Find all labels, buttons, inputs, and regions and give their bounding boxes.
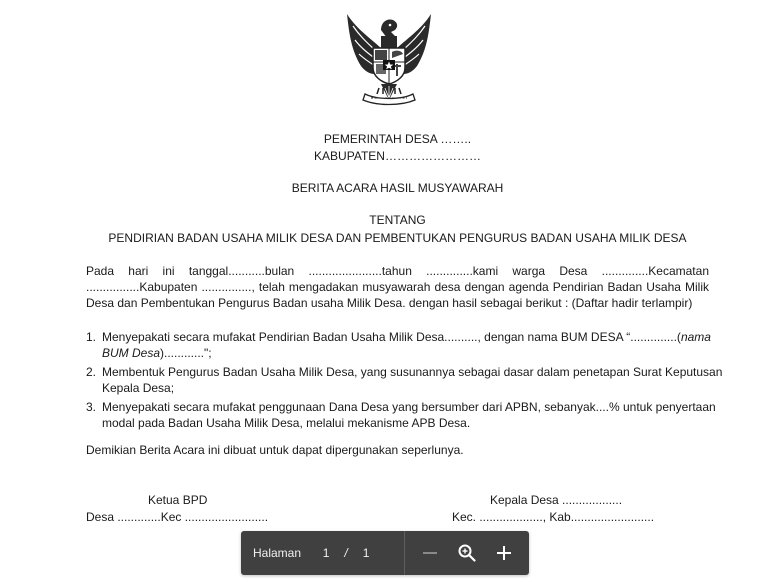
item-1-italic-2: BUM Desa xyxy=(102,346,161,360)
list-item xyxy=(86,364,723,396)
page-label: Halaman xyxy=(253,546,302,560)
list-line: modal pada Badan Usaha Milik Desa, melalui mekanisme APB Desa. xyxy=(102,416,471,430)
subtitle-topic: PENDIRIAN BADAN USAHA MILIK DESA DAN PEMBENTUKAN PENGURUS BADAN USAHA MILIK DESA xyxy=(108,231,687,245)
zoom-fit-button[interactable] xyxy=(452,538,482,568)
list-number: 3. xyxy=(86,400,97,414)
pdf-viewer-toolbar xyxy=(241,531,529,575)
total-pages: 1 xyxy=(362,546,370,560)
signature-left-title: Ketua BPD xyxy=(148,493,208,507)
plus-icon xyxy=(496,545,512,561)
document-title: BERITA ACARA HASIL MUSYAWARAH xyxy=(291,181,504,195)
zoom-in-button[interactable] xyxy=(489,538,519,568)
resolution-list xyxy=(86,329,723,434)
item-1-italic: nama xyxy=(680,330,711,344)
zoom-out-button[interactable] xyxy=(415,538,445,568)
list-item xyxy=(86,399,716,431)
list-line xyxy=(102,329,709,345)
signature-right-place: Kec. ..................., Kab......................... xyxy=(452,510,655,524)
zoom-icon xyxy=(458,544,476,562)
page-indicator xyxy=(241,531,404,575)
item-1-text-2: )............"; xyxy=(160,346,212,360)
list-line: Menyepakati secara mufakat penggunaan Dana Desa yang bersumber dari APBN, sebanyak....% untuk penyertaan xyxy=(102,400,716,414)
list-item xyxy=(86,329,709,361)
list-line xyxy=(102,345,709,361)
opening-line-1: Pada hari ini tanggal...........bulan ......................tahun ..............kami warga Desa ..............Kecamatan xyxy=(86,264,709,278)
closing-statement: Demikian Berita Acara ini dibuat untuk dapat dipergunakan seperlunya. xyxy=(86,443,464,457)
list-number: 2. xyxy=(86,365,97,379)
list-number: 1. xyxy=(86,330,97,344)
opening-line-3: Desa dan Pembentukan Pengurus Badan usaha Milik Desa. dengan hasil sebagai berikut : (Daftar hadir terlampir) xyxy=(86,296,693,310)
garuda-emblem-icon xyxy=(343,10,435,110)
list-line: Kepala Desa; xyxy=(102,381,175,395)
opening-paragraph xyxy=(86,263,709,311)
header-line-1: PEMERINTAH DESA …….. xyxy=(323,132,472,146)
item-1-text: Menyepakati secara mufakat Pendirian Badan Usaha Milik Desa.........., dengan nama BUM DESA “..............( xyxy=(102,330,681,344)
header-line-2: KABUPATEN…………………… xyxy=(314,149,481,163)
subtitle-tentang: TENTANG xyxy=(369,213,426,227)
current-page-number[interactable]: 1 xyxy=(322,546,330,560)
minus-icon xyxy=(422,545,438,561)
signature-left-place: Desa .............Kec ......................... xyxy=(86,510,269,524)
list-line: Membentuk Pengurus Badan Usaha Milik Desa, yang susunannya sebagai dasar dalam penetapan Surat Keputusan xyxy=(102,365,723,379)
opening-line-2: ................Kabupaten ..............., telah mengadakan musyawarah desa dengan agenda Pendirian Badan Usaha Milik xyxy=(86,280,709,294)
signature-right-title: Kepala Desa .................. xyxy=(490,493,623,507)
zoom-controls xyxy=(405,531,529,575)
page-separator: / xyxy=(344,546,348,560)
